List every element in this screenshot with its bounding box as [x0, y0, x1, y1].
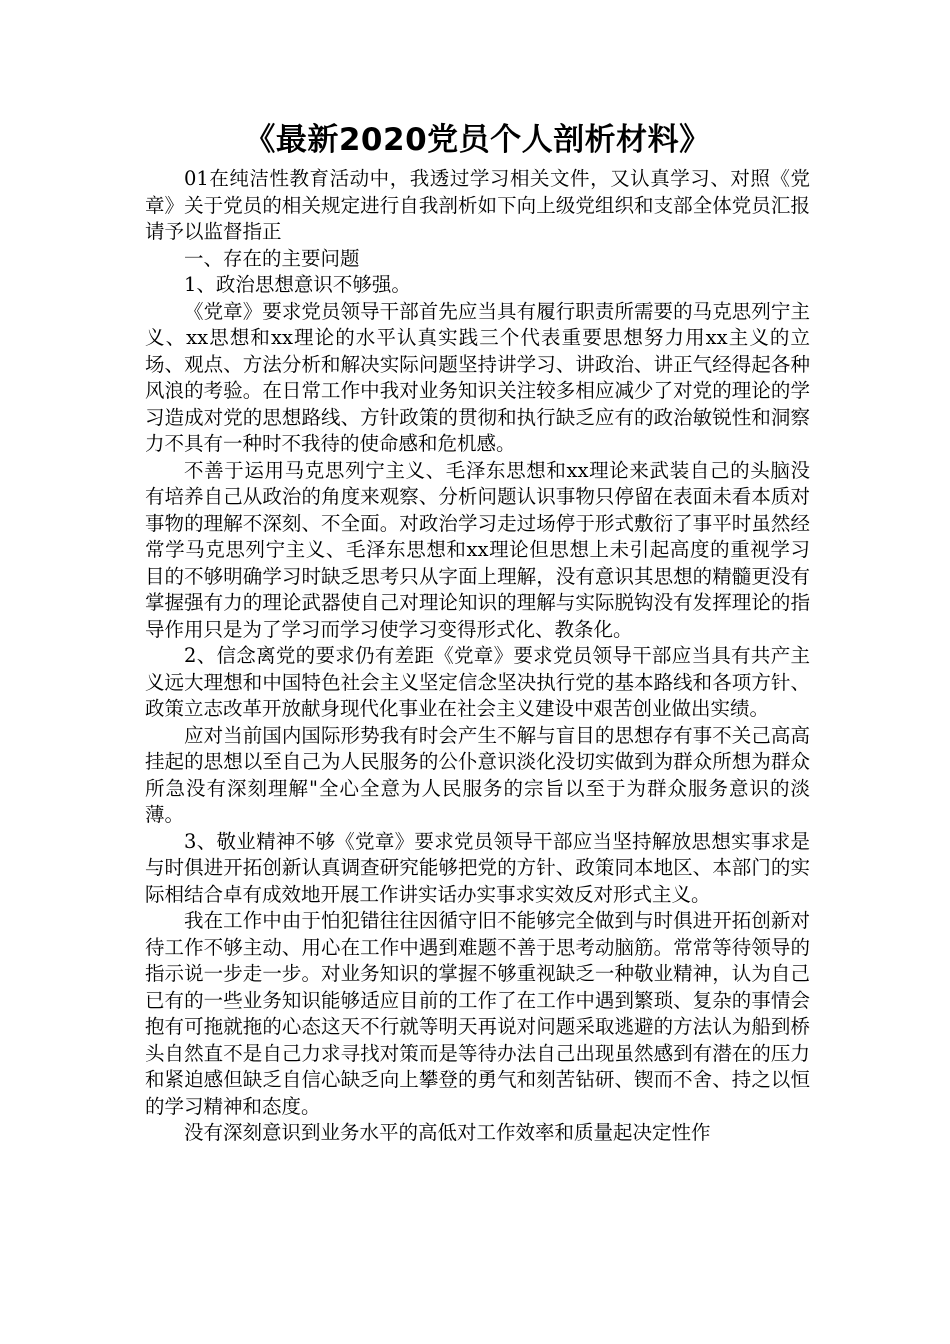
paragraph-work-attitude: 我在工作中由于怕犯错往往因循守旧不能够完全做到与时俱进开拓创新对待工作不够主动、用心在工作中遇到难题不善于思考动脑筋。常常等待领导的指示说一步走一步。对业务知识的掌握不够重视缺乏一种敬业精神，认为自己已有的一些业务知识能够适应目前的工作了在工作中遇到繁琐、复杂的事情会抱有可拖就拖的心态这天不行就等明天再说对问题采取逃避的方法认为船到桥头自然直不是自己力求寻找对策而是等待办法自己出现虽然感到有潜在的压力和紧迫感但缺乏自信心缺乏向上攀登的勇气和刻苦钻研、锲而不舍、持之以恒的学习精神和态度。	[145, 909, 810, 1118]
paragraph-service-awareness: 应对当前国内国际形势我有时会产生不解与盲目的思想存有事不关己高高挂起的思想以至自己为人民服务的公仆意识淡化没切实做到为群众所想为群众所急没有深刻理解"全心全意为人民服务的宗旨以至于为群众服务意识的淡薄。	[145, 723, 810, 826]
document-body	[145, 120, 810, 1147]
subheading-political-awareness: 1、政治思想意识不够强。	[184, 273, 411, 296]
section-heading-problems: 一、存在的主要问题	[184, 246, 360, 270]
paragraph-intro: 01在纯洁性教育活动中，我透过学习相关文件，又认真学习、对照《党章》关于党员的相关规定进行自我剖析如下向上级党组织和支部全体党员汇报请予以监督指正	[145, 167, 810, 243]
subheading-dedication: 3、敬业精神不够《党章》要求党员领导干部应当坚持解放思想实事求是与时俱进开拓创新认真调查研究能够把党的方针、政策同本地区、本部门的实际相结合卓有成效地开展工作讲实话办实事求实效反对形式主义。	[145, 829, 810, 906]
paragraph-theory-study: 不善于运用马克思列宁主义、毛泽东思想和xx理论来武装自己的头脑没有培养自己从政治的角度来观察、分析问题认识事物只停留在表面未看本质对事物的理解不深刻、不全面。对政治学习走过场停于形式敷衍了事平时虽然经常学马克思列宁主义、毛泽东思想和xx理论但思想上未引起高度的重视学习目的不够明确学习时缺乏思考只从字面上理解，没有意识其思想的精髓更没有掌握强有力的理论武器使自己对理论知识的理解与实际脱钩没有发挥理论的指导作用只是为了学习而学习使学习变得形式化、教条化。	[145, 458, 810, 641]
document-title: 《最新2020党员个人剖析材料》	[244, 122, 711, 158]
subheading-belief-gap: 2、信念离党的要求仍有差距《党章》要求党员领导干部应当具有共产主义远大理想和中国特色社会主义坚定信念坚决执行党的基本路线和各项方针、政策立志改革开放献身现代化事业在社会主义建设中艰苦创业做出实绩。	[145, 644, 810, 720]
paragraph-business-level: 没有深刻意识到业务水平的高低对工作效率和质量起决定性作	[184, 1121, 711, 1144]
paragraph-party-constitution-requirement: 《党章》要求党员领导干部首先应当具有履行职责所需要的马克思列宁主义、xx思想和xx理论的水平认真实践三个代表重要思想努力用xx主义的立场、观点、方法分析和解决实际问题坚持讲学习、讲政治、讲正气经得起各种风浪的考验。在日常工作中我对业务知识关注较多相应减少了对党的理论的学习造成对党的思想路线、方针政策的贯彻和执行缺乏应有的政治敏锐性和洞察力不具有一种时不我待的使命感和危机感。	[145, 299, 810, 455]
